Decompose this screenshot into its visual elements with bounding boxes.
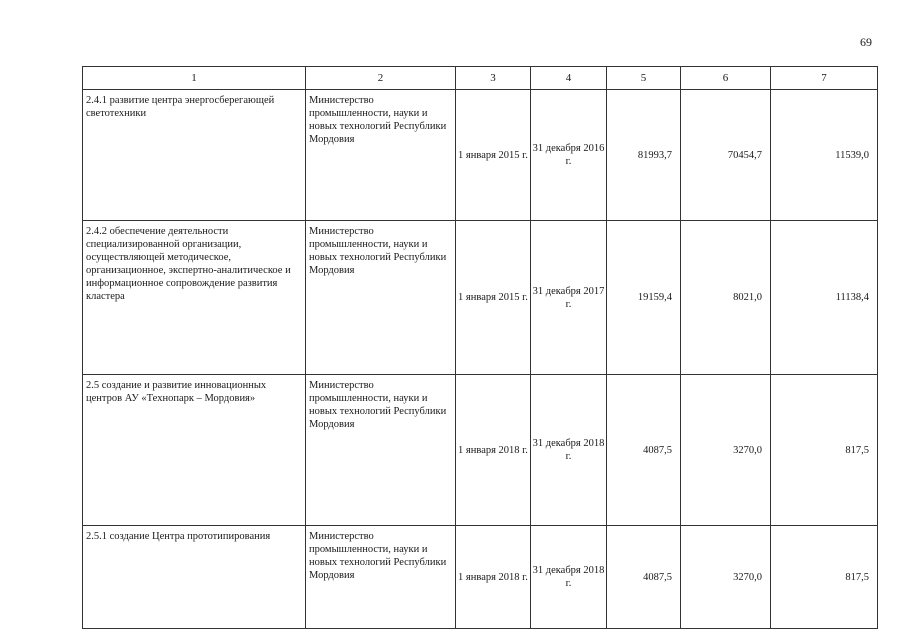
table-row bbox=[83, 221, 878, 375]
amount-col7: 11138,4 bbox=[771, 221, 878, 375]
column-header: 3 bbox=[456, 67, 531, 90]
amount-col6: 3270,0 bbox=[681, 526, 771, 629]
amount-col7: 817,5 bbox=[771, 526, 878, 629]
end-date: 31 декабря 2018 г. bbox=[531, 375, 607, 526]
measure-name: 2.5 создание и развитие инновационных центров АУ «Технопарк – Мордовия» bbox=[83, 375, 306, 526]
measure-name: 2.4.2 обеспечение деятельности специализированной организации, осуществляющей методическое, организационное, экспертно-аналитическое и информационное сопровождение развития кластера bbox=[83, 221, 306, 375]
amount-col7: 817,5 bbox=[771, 375, 878, 526]
start-date: 1 января 2015 г. bbox=[456, 221, 531, 375]
column-header: 7 bbox=[771, 67, 878, 90]
amount-total: 19159,4 bbox=[607, 221, 681, 375]
executor: Министерство промышленности, науки и новых технологий Республики Мордовия bbox=[306, 526, 456, 629]
amount-total: 4087,5 bbox=[607, 526, 681, 629]
start-date: 1 января 2018 г. bbox=[456, 375, 531, 526]
column-header: 4 bbox=[531, 67, 607, 90]
amount-col7: 11539,0 bbox=[771, 90, 878, 221]
amount-total: 81993,7 bbox=[607, 90, 681, 221]
table-row bbox=[83, 90, 878, 221]
amount-col6: 3270,0 bbox=[681, 375, 771, 526]
column-header: 5 bbox=[607, 67, 681, 90]
measure-name: 2.5.1 создание Центра прототипирования bbox=[83, 526, 306, 629]
program-table bbox=[82, 66, 878, 629]
amount-total: 4087,5 bbox=[607, 375, 681, 526]
table-row bbox=[83, 526, 878, 629]
column-header: 2 bbox=[306, 67, 456, 90]
end-date: 31 декабря 2017 г. bbox=[531, 221, 607, 375]
header-row bbox=[83, 67, 878, 90]
end-date: 31 декабря 2016 г. bbox=[531, 90, 607, 221]
start-date: 1 января 2015 г. bbox=[456, 90, 531, 221]
measure-name: 2.4.1 развитие центра энергосберегающей светотехники bbox=[83, 90, 306, 221]
executor: Министерство промышленности, науки и новых технологий Республики Мордовия bbox=[306, 221, 456, 375]
amount-col6: 70454,7 bbox=[681, 90, 771, 221]
end-date: 31 декабря 2018 г. bbox=[531, 526, 607, 629]
column-header: 6 bbox=[681, 67, 771, 90]
start-date: 1 января 2018 г. bbox=[456, 526, 531, 629]
executor: Министерство промышленности, науки и новых технологий Республики Мордовия bbox=[306, 90, 456, 221]
column-header: 1 bbox=[83, 67, 306, 90]
executor: Министерство промышленности, науки и новых технологий Республики Мордовия bbox=[306, 375, 456, 526]
page-number: 69 bbox=[860, 35, 872, 49]
table-row bbox=[83, 375, 878, 526]
amount-col6: 8021,0 bbox=[681, 221, 771, 375]
